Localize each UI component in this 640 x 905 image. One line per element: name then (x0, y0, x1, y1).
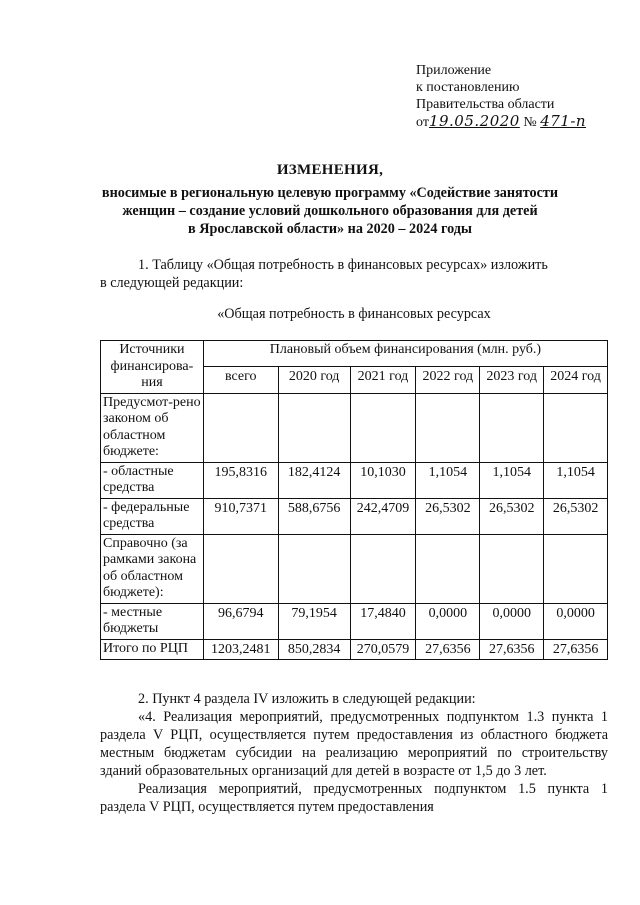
item-1-paragraph (100, 256, 608, 292)
table-row (101, 603, 608, 639)
cell-value: 1203,2481 (203, 639, 278, 660)
appendix-line-1: Приложение (416, 63, 492, 78)
document-title (60, 161, 600, 238)
cell-value: 0,0000 (416, 603, 480, 639)
cell-value: 27,6356 (416, 639, 480, 660)
header-2022: 2022 год (416, 366, 480, 393)
item-2-paragraph-2: Реализация мероприятий, предусмотренных подпунктом 1.5 пункта 1 раздела V РЦП, осуществляется путем предоставления (100, 781, 608, 815)
table-row (101, 498, 608, 534)
cell-value: 1,1054 (480, 462, 544, 498)
header-total: всего (203, 366, 278, 393)
title-heading: ИЗМЕНЕНИЯ, (276, 162, 384, 178)
cell-value (480, 393, 544, 462)
financing-table (100, 340, 608, 660)
appendix-date-line (416, 113, 586, 131)
cell-value: 96,6794 (203, 603, 278, 639)
header-2024: 2024 год (544, 366, 608, 393)
cell-value (350, 534, 416, 603)
cell-value: 26,5302 (544, 498, 608, 534)
item-1-line-2: в следующей редакции: (100, 275, 244, 291)
header-2023: 2023 год (480, 366, 544, 393)
cell-value (544, 534, 608, 603)
cell-value: 27,6356 (480, 639, 544, 660)
table-caption: «Общая потребность в финансовых ресурсах (217, 306, 491, 322)
cell-value (278, 534, 350, 603)
cell-value (203, 393, 278, 462)
header-2021: 2021 год (350, 366, 416, 393)
cell-value: 27,6356 (544, 639, 608, 660)
table-row (101, 534, 608, 603)
cell-value (416, 393, 480, 462)
header-2020: 2020 год (278, 366, 350, 393)
number-prefix: № (523, 115, 537, 130)
cell-value: 0,0000 (544, 603, 608, 639)
cell-value (203, 534, 278, 603)
cell-value: 910,7371 (203, 498, 278, 534)
title-line-2: женщин – создание условий дошкольного образования для детей (122, 203, 538, 219)
title-line-3: в Ярославской области» на 2020 – 2024 годы (187, 221, 473, 237)
row-label: Предусмот-рено законом об областном бюджете: (101, 393, 204, 462)
row-label: - областные средства (101, 462, 204, 498)
cell-value: 1,1054 (544, 462, 608, 498)
item-2-paragraph-1: «4. Реализация мероприятий, предусмотренных подпунктом 1.3 пункта 1 раздела V РЦП, осуществляется путем предоставления из областного бюджета местным бюджетам субсидии на реализацию мероприятий по строительству зданий образовательных организаций для детей в возрасте от 1,5 до 3 лет. (100, 709, 608, 779)
item-2-line-1: 2. Пункт 4 раздела IV изложить в следующей редакции: (138, 691, 476, 707)
cell-value: 0,0000 (480, 603, 544, 639)
header-sources: Источники финансирова-ния (101, 341, 204, 394)
header-planned: Плановый объем финансирования (млн. руб.) (203, 341, 607, 367)
cell-value (480, 534, 544, 603)
row-label: Итого по РЦП (101, 639, 204, 660)
cell-value: 588,6756 (278, 498, 350, 534)
cell-value (544, 393, 608, 462)
item-2-block (100, 690, 608, 816)
table-row (101, 462, 608, 498)
cell-value: 850,2834 (278, 639, 350, 660)
table-total-row (101, 639, 608, 660)
cell-value: 195,8316 (203, 462, 278, 498)
cell-value: 26,5302 (416, 498, 480, 534)
date-prefix: от (416, 115, 429, 130)
appendix-line-2: к постановлению (416, 80, 520, 95)
table-header-row-1 (101, 341, 608, 367)
item-1-line-1: 1. Таблицу «Общая потребность в финансовых ресурсах» изложить (138, 257, 548, 273)
cell-value: 10,1030 (350, 462, 416, 498)
handwritten-date: 19.05.2020 (428, 112, 520, 130)
row-label: Справочно (за рамками закона об областном бюджете): (101, 534, 204, 603)
row-label: - федеральные средства (101, 498, 204, 534)
cell-value: 242,4709 (350, 498, 416, 534)
appendix-block (416, 62, 586, 131)
cell-value: 1,1054 (416, 462, 480, 498)
cell-value (278, 393, 350, 462)
title-line-1: вносимые в региональную целевую программу «Содействие занятости (101, 185, 559, 201)
cell-value (350, 393, 416, 462)
cell-value (416, 534, 480, 603)
cell-value: 17,4840 (350, 603, 416, 639)
cell-value: 270,0579 (350, 639, 416, 660)
appendix-line-3: Правительства области (416, 97, 555, 112)
row-label: - местные бюджеты (101, 603, 204, 639)
handwritten-number: 471-п (540, 112, 587, 130)
table-row (101, 393, 608, 462)
cell-value: 182,4124 (278, 462, 350, 498)
cell-value: 79,1954 (278, 603, 350, 639)
cell-value: 26,5302 (480, 498, 544, 534)
